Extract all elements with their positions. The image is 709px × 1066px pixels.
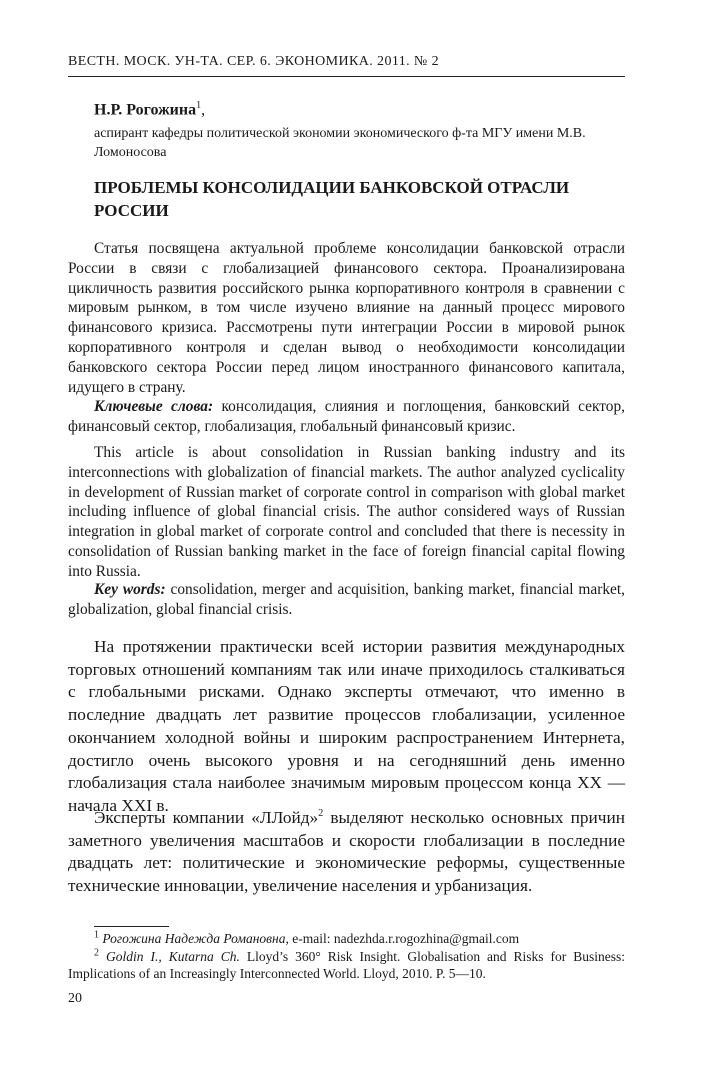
keywords-russian-label: Ключевые слова: <box>94 398 214 415</box>
footnote-1-mark: 1 <box>94 929 99 941</box>
abstract-russian: Статья посвящена актуальной проблеме консолидации банковской отрасли России в связи с глобализацией финансового сектора. Проанализирована цикличность развития российского рынка корпоративного контроля в сравнении с мировым рынком, в том числе изучено влияние на данный процесс мирового финансового кризиса. Рассмотрены пути интеграции России в мировой рынок корпоративного контроля и сделан вывод о необходимости консолидации банковского сектора России перед лицом иностранного финансового капитала, идущего в страну. <box>68 240 625 396</box>
body-paragraph-2-end: выделяют несколько основных причин заметного увеличения масштабов и скорости глобализации в последние двадцать лет: политические и экономические реформы, существенные технические инновации, увеличение населения и урбанизация. <box>68 808 625 896</box>
author-affiliation: аспирант кафедры политической экономии экономического ф-та МГУ имени М.В. Ломоносова <box>94 126 586 160</box>
footnote-1-author: Рогожина Надежда Романовна <box>102 931 286 946</box>
keywords-english-text: consolidation, merger and acquisition, banking market, financial market, globalization, global financial crisis. <box>68 581 625 618</box>
keywords-english <box>68 580 625 620</box>
running-header: ВЕСТН. МОСК. УН-ТА. СЕР. 6. ЭКОНОМИКА. 2011. № 2 <box>68 54 439 69</box>
header-rule <box>68 76 625 77</box>
footnote-1-text: , e-mail: nadezhda.r.rogozhina@gmail.com <box>285 931 520 946</box>
footnote-rule <box>94 926 169 927</box>
footnote-2-author: Goldin I., Kutarna Ch. <box>106 949 240 964</box>
footnote-1 <box>68 930 625 947</box>
keywords-english-label: Key words: <box>94 581 166 598</box>
footnote-2 <box>68 948 625 982</box>
footnote-2-mark: 2 <box>94 947 99 959</box>
article-title: ПРОБЛЕМЫ КОНСОЛИДАЦИИ БАНКОВСКОЙ ОТРАСЛИ РОССИИ <box>94 178 570 220</box>
author-footnote-mark: 1 <box>196 100 202 111</box>
body-paragraph-1: На протяжении практически всей истории развития международных торговых отношений компаниям так или иначе приходилось сталкиваться с глобальными рисками. Однако эксперты отмечают, что именно в последние двадцать лет развитие процессов глобализации, усиленное окончанием холодной войны и широким распространением Интернета, достигло очень высокого уровня и на сегодняшний день именно глобализация стала наиболее значимым мировым процессом конца XX — начала XXI в. <box>68 637 625 815</box>
keywords-russian-text: консолидация, слияния и поглощения, банковский сектор, финансовый сектор, глобализация, глобальный финансовый кризис. <box>68 398 625 435</box>
abstract-english: This article is about consolidation in Russian banking industry and its interconnections with globalization of financial markets. The author analyzed cyclicality in development of Russian market of corporate control in comparison with global market including influence of global financial crisis. The author considered ways of Russian integration in global market of corporate control and concluded that there is necessity in consolidation of Russian banking market in the face of foreign financial capital flowing into Russia. <box>68 444 625 580</box>
footnote-2-text: Lloyd’s 360° Risk Insight. Globalisation and Risks for Business: Implications of an Increasingly Interconnected World. Lloyd, 2010. P. 5—10. <box>68 949 626 981</box>
body-footnote-mark-2: 2 <box>318 808 324 820</box>
body-paragraph-2 <box>68 807 625 898</box>
keywords-russian <box>68 397 625 437</box>
body-paragraph-2-start: Эксперты компании «ЛЛойд» <box>94 808 319 827</box>
page-number: 20 <box>68 991 82 1006</box>
author-name-text: Н.Р. Рогожина <box>94 101 197 119</box>
author-name: Н.Р. Рогожина$^1$, <box>94 100 206 119</box>
